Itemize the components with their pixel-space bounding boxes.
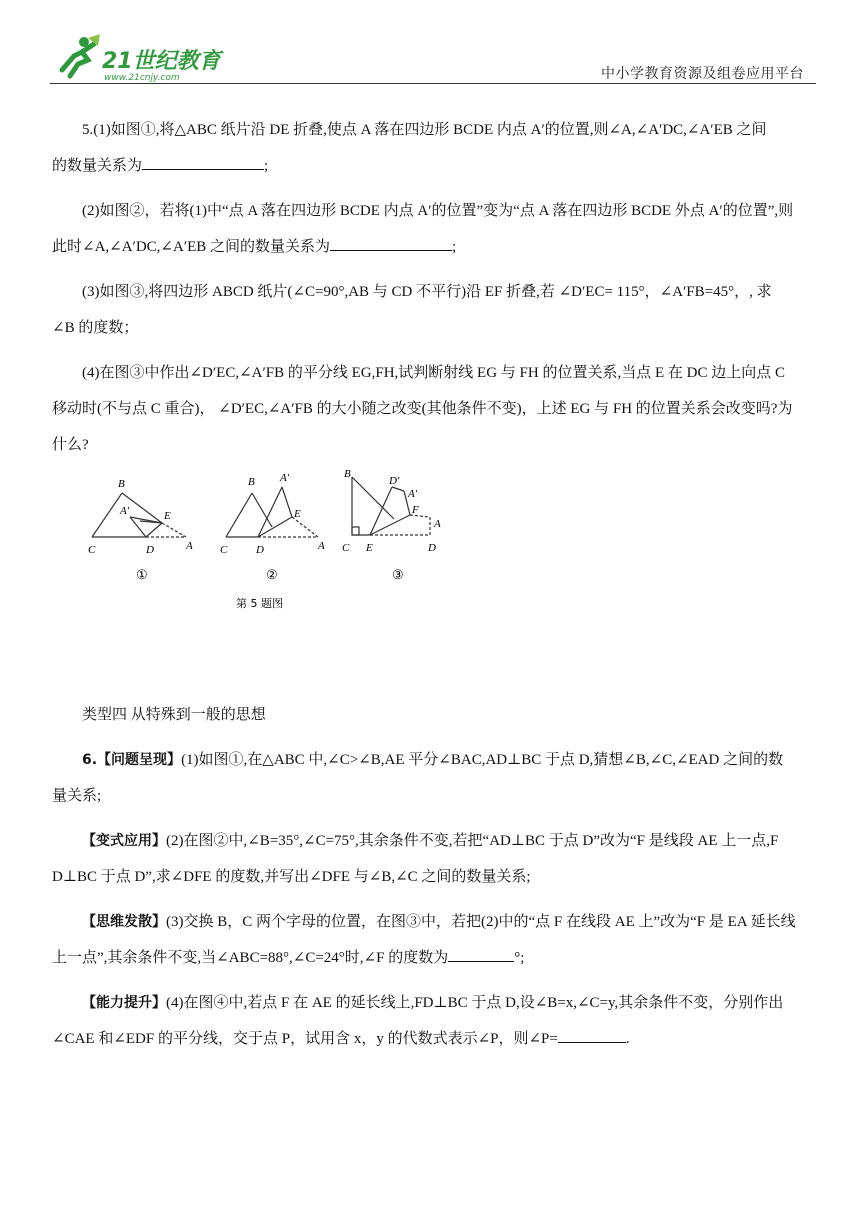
q6-tag-ability: 【能力提升】 (82, 995, 166, 1011)
label: A (318, 540, 325, 552)
document-body (52, 112, 812, 1057)
label: D (146, 544, 154, 556)
label: A′ (408, 488, 418, 500)
header-divider (50, 83, 816, 84)
label: C (88, 544, 96, 556)
q6-part2-text: (2)在图②中,∠B=35°,∠C=75°,其余条件不变,若把“AD⊥BC 于点 D”改为“F 是线段 AE 上一点,F (166, 833, 779, 849)
answer-blank (558, 1028, 626, 1043)
q5-figure (52, 463, 812, 703)
label: D (256, 544, 264, 556)
q6-tag-divergent: 【思维发散】 (82, 914, 166, 930)
q5-part2-line1: (2)如图②，若将(1)中“点 A 落在四边形 BCDE 内点 A′的位置”变为“点 A 落在四边形 BCDE 外点 A′的位置”,则 (82, 203, 794, 219)
label: A′ (280, 472, 290, 484)
figure-number: ① (136, 567, 148, 582)
q6-part4-end: . (625, 1031, 630, 1047)
q5-part4-line3: 什么? (52, 437, 89, 453)
q6-tag-problem: 6.【问题呈现】 (82, 752, 182, 768)
page-header (48, 30, 814, 85)
label: A (434, 518, 441, 530)
label: C (342, 542, 350, 554)
q5-part1-line2 (52, 148, 812, 184)
q6-part3-line2 (52, 940, 812, 976)
q5-part3-line1: (3)如图③,将四边形 ABCD 纸片(∠C=90°,AB 与 CD 不平行)沿 EF 折叠,若 ∠D′EC= 115°，∠A′FB=45°，, 求 (82, 284, 772, 300)
q6-part1-line2: 量关系; (52, 788, 102, 804)
q5-part4-line1: (4)在图③中作出∠D′EC,∠A′FB 的平分线 EG,FH,试判断射线 EG 与 FH 的位置关系,当点 E 在 DC 边上向点 C (82, 365, 785, 381)
label: D′ (389, 475, 400, 487)
q6-part4-text2: ∠CAE 和∠EDF 的平分线，交于点 P，试用含 x，y 的代数式表示∠P，则∠P= (52, 1031, 558, 1047)
label: C (220, 544, 228, 556)
q6-part3-end: °; (514, 950, 525, 966)
q5-part1-text: 的数量关系为 (52, 158, 143, 174)
answer-blank (330, 236, 452, 251)
logo-text: 21世纪教育 (102, 49, 221, 74)
q6-part2-line2: D⊥BC 于点 D”,求∠DFE 的度数,并写出∠DFE 与∠B,∠C 之间的数量关系; (52, 869, 531, 885)
q6-part2-line1 (52, 823, 812, 859)
answer-blank (142, 155, 264, 170)
label: F (412, 504, 419, 516)
figure-caption: 第 5 题图 (236, 597, 283, 610)
label: A (186, 540, 193, 552)
figure-2-diagram (226, 487, 318, 537)
logo-url: www.21cnjy.com (104, 73, 180, 83)
label: B (118, 478, 125, 490)
q5-part4-line2: 移动时(不与点 C 重合)， ∠D′EC,∠A′FB 的大小随之改变(其他条件不变)，上述 EG 与 FH 的位置关系会改变吗?为 (52, 401, 793, 417)
figure-number: ③ (392, 567, 404, 582)
q6-part4-line2 (52, 1021, 812, 1057)
q5-part1-line1: 5.(1)如图①,将△ABC 纸片沿 DE 折叠,使点 A 落在四边形 BCDE 内点 A′的位置,则∠A,∠A′DC,∠A′EB 之间 (82, 122, 767, 138)
label: D (428, 542, 436, 554)
q5-part2-line2 (52, 229, 812, 265)
answer-blank (448, 947, 514, 962)
q6-part1-line1 (52, 742, 812, 778)
q6-part4-text: (4)在图④中,若点 F 在 AE 的延长线上,FD⊥BC 于点 D,设∠B=x,∠C=y,其余条件不变，分别作出 (166, 995, 784, 1011)
q5-part1-end: ; (264, 158, 269, 174)
q6-part3-line1 (52, 904, 812, 940)
q6-part1-text: (1)如图①,在△ABC 中,∠C>∠B,AE 平分∠BAC,AD⊥BC 于点 D,猜想∠B,∠C,∠EAD 之间的数 (181, 752, 784, 768)
section-heading: 类型四 从特殊到一般的思想 (82, 707, 266, 723)
platform-title: 中小学教育资源及组卷应用平台 (601, 67, 804, 82)
q6-part4-line1 (52, 985, 812, 1021)
q5-part3-line2: ∠B 的度数； (52, 320, 139, 336)
q6-part3-text2: 上一点”,其余条件不变,当∠ABC=88°,∠C=24°时,∠F 的度数为 (52, 950, 449, 966)
label: A′ (120, 505, 130, 517)
label: E (164, 510, 171, 522)
figure-1-diagram (92, 493, 186, 537)
label: B (248, 476, 255, 488)
q6-part3-text: (3)交换 B，C 两个字母的位置，在图③中，若把(2)中的“点 F 在线段 AE 上”改为“F 是 EA 延长线 (166, 914, 796, 930)
q5-part2-text: 此时∠A,∠A′DC,∠A′EB 之间的数量关系为 (52, 239, 331, 255)
label: B (344, 468, 351, 480)
logo (48, 30, 228, 84)
label: E (294, 508, 301, 520)
figure-number: ② (266, 567, 278, 582)
q5-part2-end: ; (452, 239, 457, 255)
label: E (366, 542, 373, 554)
runner-icon (62, 34, 100, 76)
q6-tag-variant: 【变式应用】 (82, 833, 166, 849)
